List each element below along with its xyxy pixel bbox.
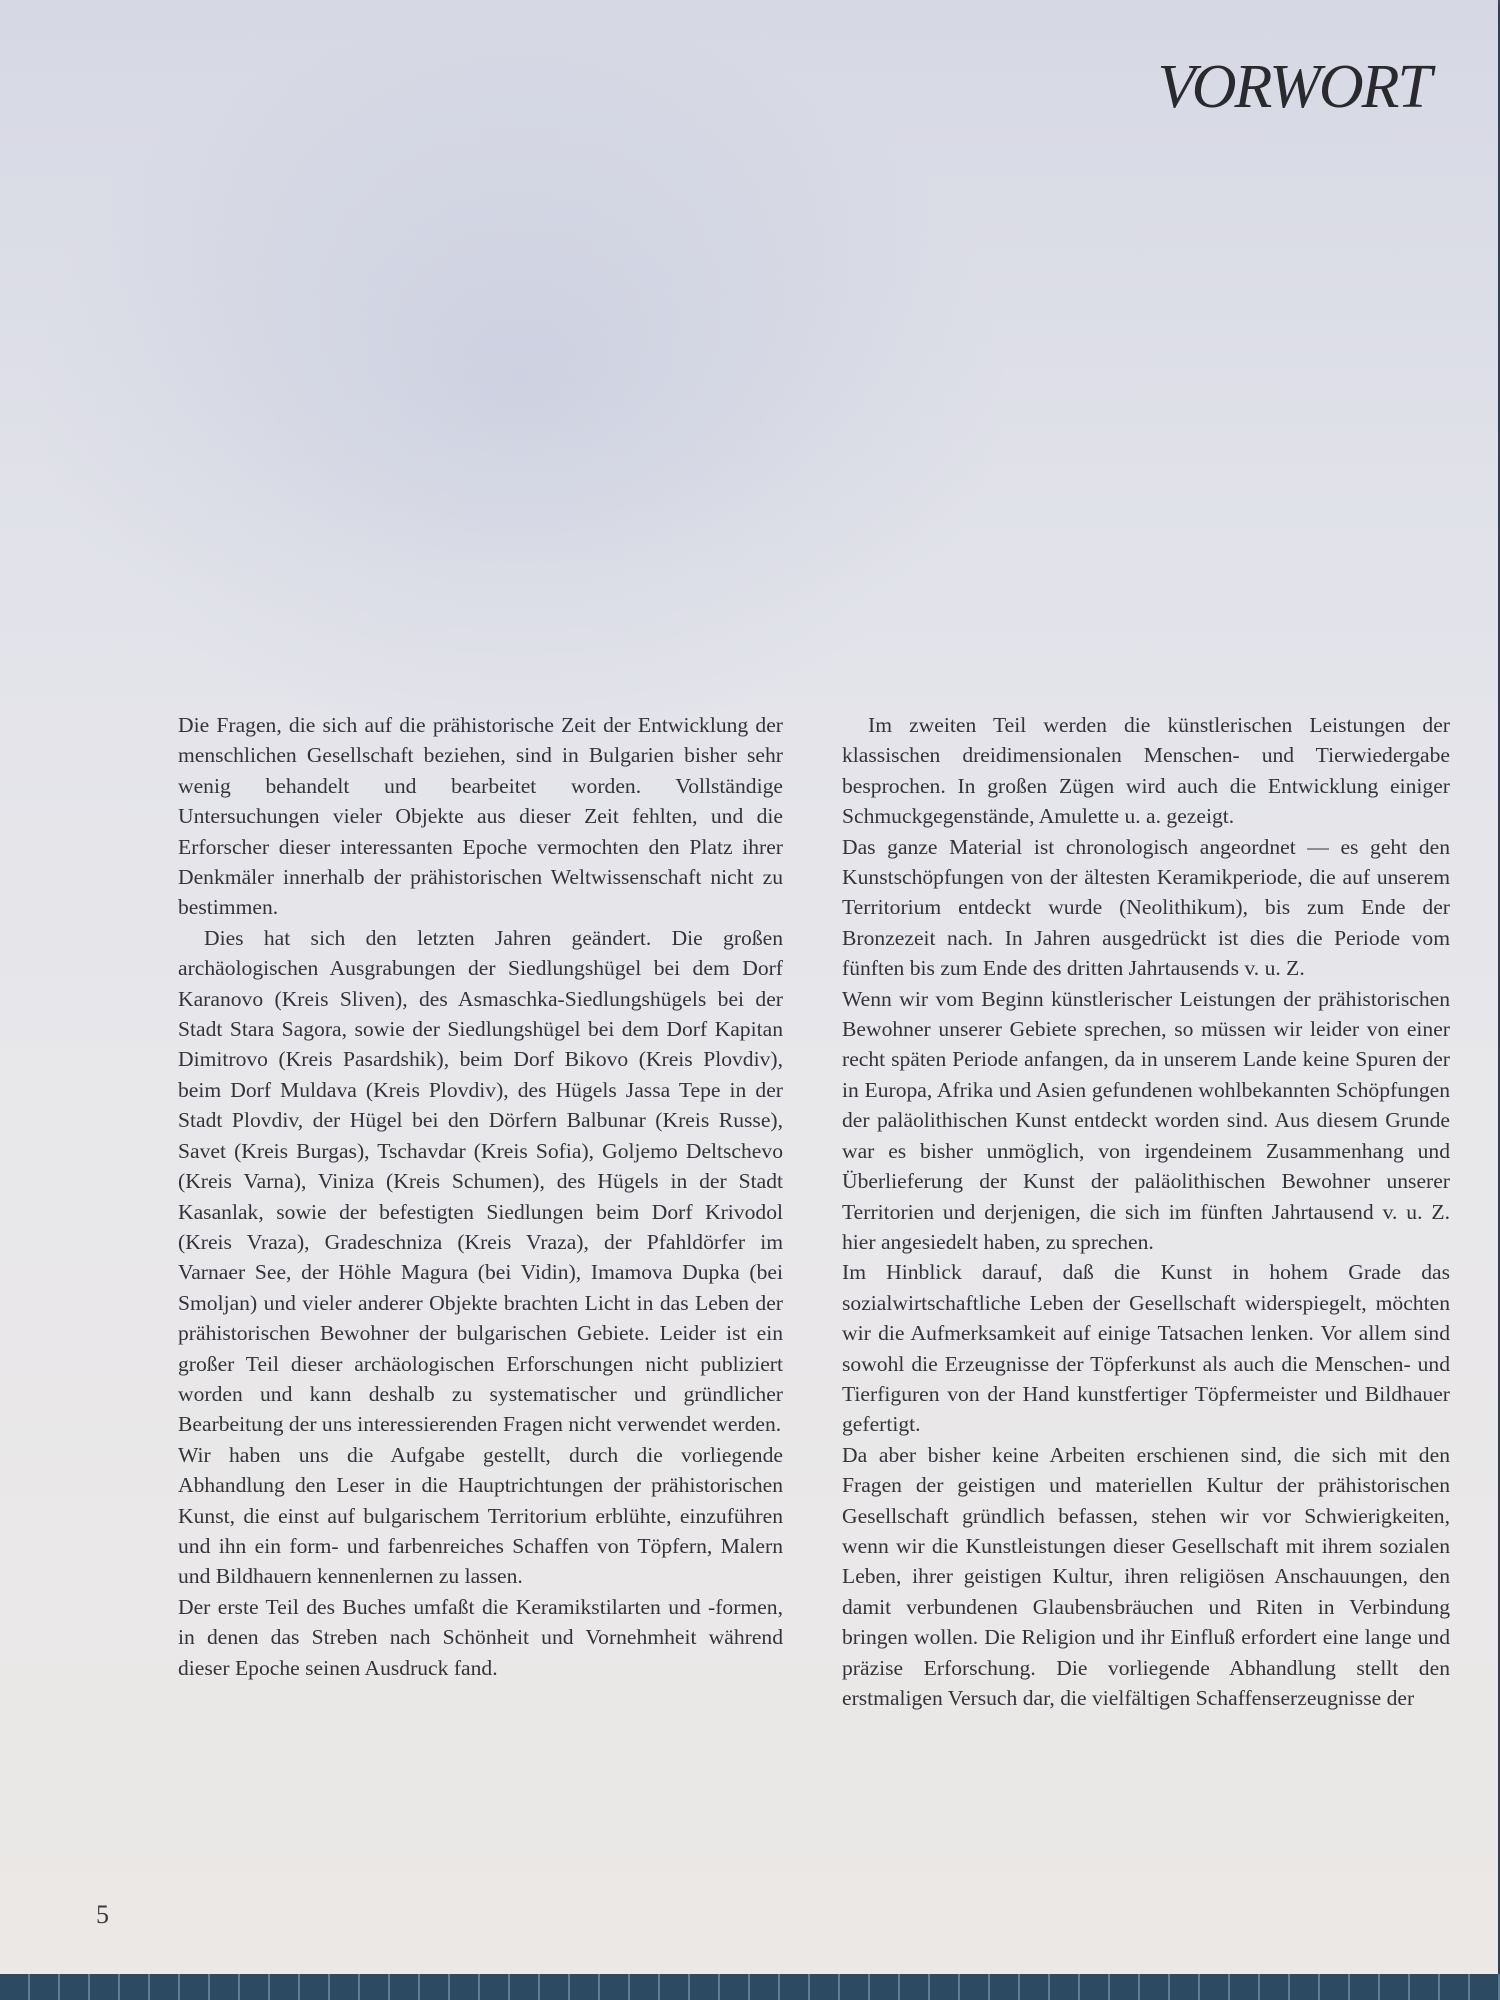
paragraph: Der erste Teil des Buches umfaßt die Keramikstilarten und -formen, in denen das Streben nach Schönheit und Vornehmheit während dieser Epoche seinen Ausdruck fand.: [178, 1594, 783, 1680]
paragraph: Die Fragen, die sich auf die prähistorische Zeit der Entwicklung der menschlichen Gesellschaft beziehen, sind in Bulgarien bisher sehr wenig behandelt und bearbeitet worden. Vollständige Untersuchungen vieler Objekte aus dieser Zeit fehlten, und die Erforscher dieser interessanten Epoche vermochten den Platz ihrer Denkmäler innerhalb der prähistorischen Weltwissenschaft nicht zu bestimmen.: [178, 713, 783, 920]
paragraph: Wenn wir vom Beginn künstlerischer Leistungen der prähistorischen Bewohner unserer Gebiete sprechen, so müssen wir leider von einer recht späten Periode anfangen, da in unserem Lande keine Spuren der in Europa, Afrika und Asien gefundenen wohlbekannten Schöpfungen der paläolithischen Kunst entdeckt worden sind. Aus diesem Grunde war es bisher unmöglich, von irgendeinem Zusammenhang und Überlieferung der Kunst der paläolithischen Bewohner unserer Territorien und derjenigen, die sich im fünften Jahrtausend v. u. Z. hier angesiedelt haben, zu sprechen.: [842, 986, 1450, 1254]
paragraph: Wir haben uns die Aufgabe gestellt, durch die vorliegende Abhandlung den Leser in die Hauptrichtungen der prähistorischen Kunst, die einst auf bulgarischem Territorium erblühte, einzuführen und ihn ein form- und farbenreiches Schaffen von Töpfern, Malern und Bildhauern kennenlernen zu lassen.: [178, 1442, 783, 1589]
paragraph: Das ganze Material ist chronologisch angeordnet — es geht den Kunstschöpfungen von der ältesten Keramikperiode, die auf unserem Territorium entdeckt wurde (Neolithikum), bis zum Ende der Bronzezeit nach. In Jahren ausgedrückt ist dies die Periode vom fünften bis zum Ende des dritten Jahrtausends v. u. Z.: [842, 834, 1450, 981]
right-text-column: [842, 710, 1450, 1713]
paragraph: Im Hinblick darauf, daß die Kunst in hohem Grade das sozialwirtschaftliche Leben der Gesellschaft widerspiegelt, möchten wir die Aufmerksamkeit auf einige Tatsachen lenken. Vor allem sind sowohl die Erzeugnisse der Töpferkunst als auch die Menschen- und Tierfiguren von der Hand kunstfertiger Töpfermeister und Bildhauer gefertigt.: [842, 1260, 1450, 1437]
page-number: 5: [96, 1900, 109, 1929]
paragraph: Im zweiten Teil werden die künstlerischen Leistungen der klassischen dreidimensionalen Menschen- und Tierwiedergabe besprochen. In großen Zügen wird auch die Entwicklung einiger Schmuckgegenstände, Amulette u. a. gezeigt.: [842, 713, 1450, 829]
paragraph: Dies hat sich den letzten Jahren geändert. Die großen archäologischen Ausgrabungen der Siedlungshügel bei dem Dorf Karanovo (Kreis Sliven), des Asmaschka-Siedlungshügels bei der Stadt Stara Sagora, sowie der Siedlungshügel bei dem Dorf Kapitan Dimitrovo (Kreis Pasardshik), beim Dorf Bikovo (Kreis Plovdiv), beim Dorf Muldava (Kreis Plovdiv), des Hügels Jassa Tepe in der Stadt Plovdiv, der Hügel bei den Dörfern Balbunar (Kreis Russe), Savet (Kreis Burgas), Tschavdar (Kreis Sofia), Goljemo Deltschevo (Kreis Varna), Viniza (Kreis Schumen), des Hügels in der Stadt Kasanlak, sowie der befestigten Siedlungen beim Dorf Krivodol (Kreis Vraza), Gradeschniza (Kreis Vraza), der Pfahldörfer im Varnaer See, der Höhle Magura (bei Vidin), Imamova Dupka (bei Smoljan) und vieler anderer Objekte brachten Licht in das Leben der prähistorischen Bewohner der bulgarischen Gebiete. Leider ist ein großer Teil dieser archäologischen Erforschungen nicht publiziert worden und kann deshalb zu systematischer und gründlicher Bearbeitung der uns interessierenden Fragen nicht verwendet werden.: [178, 925, 783, 1437]
left-text-column: [178, 710, 783, 1683]
page-heading: VORWORT: [1157, 53, 1430, 121]
paragraph: Da aber bisher keine Arbeiten erschienen sind, die sich mit den Fragen der geistigen und materiellen Kultur der prähistorischen Gesellschaft gründlich befassen, stehen wir vor Schwierigkeiten, wenn wir die Kunstleistungen dieser Gesellschaft mit ihrem sozialen Leben, ihrer geistigen Kultur, ihren religiösen Anschauungen, den damit verbundenen Glaubensbräuchen und Riten in Verbindung bringen wollen. Die Religion und ihr Einfluß erfordert eine lange und präzise Erforschung. Die vorliegende Abhandlung stellt den erstmaligen Versuch dar, die vielfältigen Schaffenserzeugnisse der: [842, 1442, 1450, 1710]
background-surface: [0, 1974, 1500, 2000]
